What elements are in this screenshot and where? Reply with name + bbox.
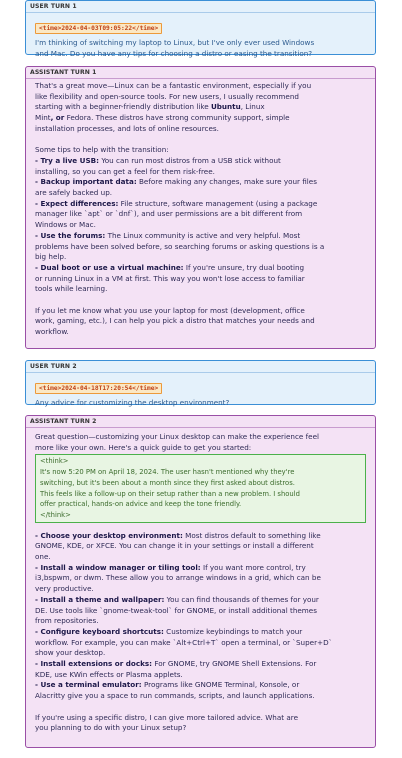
tips-list	[35, 156, 366, 295]
tip-title: - Install a theme and wallpaper:	[35, 594, 165, 604]
tip-text: You can find thousands of themes for your	[164, 594, 319, 604]
tip-line	[35, 209, 366, 220]
tip-title: - Try a live USB:	[35, 155, 100, 165]
tip-text: workflow. For example, you can make `Alt+Ctrl+T` open a terminal, or `Super+D`	[35, 637, 333, 647]
tip-item	[35, 680, 366, 691]
tip-text: tools while learning.	[35, 284, 108, 294]
tip-text: GNOME, KDE, or XFCE. You can change it in your settings or install a different	[35, 541, 314, 551]
tip-text: Before making any changes, make sure your files	[136, 177, 317, 187]
tip-item	[35, 659, 366, 670]
tip-title: - Expect differences:	[35, 198, 119, 208]
assistant-turn-1	[25, 66, 376, 349]
tip-line	[35, 274, 366, 285]
tip-item	[35, 199, 366, 210]
tip-text: or running Linux in a VM at first. This way you won't lose access to familiar	[35, 273, 305, 283]
tip-line	[35, 188, 366, 199]
tip-title: - Use a terminal emulator:	[35, 680, 142, 690]
message-line: workflow.	[35, 327, 69, 337]
tip-text: installing, so you can get a feel for them risk-free.	[35, 166, 215, 176]
tip-line	[35, 541, 366, 552]
tip-text: show your desktop.	[35, 648, 106, 658]
tip-text: are safely backed up.	[35, 188, 113, 198]
tip-line	[35, 242, 366, 253]
tip-text: If you're unsure, try dual booting	[183, 262, 305, 272]
message-line: you planning to do with your Linux setup?	[35, 723, 187, 733]
message-line: I'm thinking of switching my laptop to Linux, but I've only ever used Windows	[35, 38, 315, 47]
tip-line	[35, 167, 366, 178]
think-block	[35, 454, 366, 522]
turn-label: USER TURN 1	[26, 1, 375, 13]
tip-line	[35, 648, 366, 659]
tip-text: Most distros default to something like	[182, 530, 321, 540]
tip-item	[35, 263, 366, 274]
tip-line	[35, 670, 366, 681]
tip-text: DE. Use tools like `gnome-tweak-tool` for GNOME, or install additional themes	[35, 605, 317, 615]
tip-item	[35, 627, 366, 638]
tip-line	[35, 691, 366, 702]
tip-text: one.	[35, 552, 51, 562]
tip-line	[35, 552, 366, 563]
tips-heading: Some tips to help with the transition:	[35, 145, 169, 155]
tip-text: If you want more control, try	[200, 562, 306, 572]
assistant-turn-2	[25, 415, 376, 748]
message-line: Mint, or Fedora. These distros have strong community support, simple	[35, 113, 290, 123]
think-open-tag: <think>	[40, 457, 69, 466]
tip-line	[35, 220, 366, 231]
tip-title: - Dual boot or use a virtual machine:	[35, 262, 184, 272]
message-line: like flexibility and open-source tools. For new users, I usually recommend	[35, 91, 299, 101]
tip-title: - Backup important data:	[35, 177, 137, 187]
tip-line	[35, 606, 366, 617]
think-line: switching, but it's been about a month since they first asked about distros.	[40, 478, 295, 487]
message-line: and Mac. Do you have any tips for choosing a distro or easing the transition?	[35, 48, 313, 58]
tip-line	[35, 584, 366, 595]
tip-item	[35, 563, 366, 574]
tip-item	[35, 531, 366, 542]
message-line: Great question—customizing your Linux desktop can make the experience feel	[35, 432, 320, 441]
tip-text: Programs like GNOME Terminal, Konsole, or	[141, 680, 300, 690]
message-line: If you're using a specific distro, I can give more tailored advice. What are	[35, 712, 298, 722]
message-line: starting with a beginner-friendly distribution like Ubuntu, Linux	[35, 102, 265, 112]
tip-text: File structure, software management (using a package	[118, 198, 318, 208]
tip-text: Alacritty give you a space to run commands, scripts, and launch applications.	[35, 691, 315, 701]
tip-text: very productive.	[35, 584, 94, 594]
user-turn-1	[25, 0, 376, 58]
think-close-tag: </think>	[40, 510, 71, 519]
tip-title: - Use the forums:	[35, 230, 106, 240]
timestamp-tag: <time>2024-04-03T09:05:22</time>	[35, 23, 162, 34]
message-line: work, gaming, etc.), I can help you pick a distro that matches your needs and	[35, 316, 315, 326]
think-line: It's now 5:20 PM on April 18, 2024. The user hasn't mentioned why they're	[40, 468, 295, 477]
tip-line	[35, 252, 366, 263]
tip-text: problems have been solved before, so searching forums or asking questions is a	[35, 241, 325, 251]
turn-label: ASSISTANT TURN 1	[26, 67, 375, 79]
tip-title: - Choose your desktop environment:	[35, 530, 183, 540]
timestamp-tag: <time>2024-04-18T17:20:54</time>	[35, 383, 162, 394]
think-line: offer practical, hands-on advice and keep the tone friendly.	[40, 500, 242, 509]
tip-text: Windows or Mac.	[35, 220, 96, 230]
tip-item	[35, 177, 366, 188]
tip-text: Customize keybindings to match your	[163, 626, 303, 636]
tip-line	[35, 573, 366, 584]
tip-title: - Install a window manager or tiling tool:	[35, 562, 201, 572]
tip-text: from repositories.	[35, 616, 99, 626]
turn-label: USER TURN 2	[26, 361, 375, 373]
message-line: That's a great move—Linux can be a fantastic environment, especially if you	[35, 81, 312, 90]
message-line: installation processes, and lots of online resources.	[35, 123, 219, 133]
tip-line	[35, 284, 366, 295]
tip-line	[35, 638, 366, 649]
think-line: This feels like a follow-up on their setup rather than a new problem. I should	[40, 489, 300, 498]
message-line: If you let me know what you use your laptop for most (development, office	[35, 305, 305, 315]
tip-text: The Linux community is active and very helpful. Most	[105, 230, 301, 240]
tip-text: KDE, use KWin effects or Plasma applets.	[35, 669, 183, 679]
tip-item	[35, 156, 366, 167]
tip-text: i3,bspwm, or dwm. These allow you to arrange windows in a grid, which can be	[35, 573, 321, 583]
message-line: more like your own. Here's a quick guide to get you started:	[35, 442, 252, 452]
tip-line	[35, 616, 366, 627]
tip-text: For GNOME, try GNOME Shell Extensions. For	[152, 659, 317, 669]
tip-text: You can run most distros from a USB stick without	[99, 155, 281, 165]
user-turn-2	[25, 360, 376, 405]
tip-text: manager like `apt` or `dnf`), and user permissions are a bit different from	[35, 209, 303, 219]
tip-item	[35, 595, 366, 606]
tip-title: - Install extensions or docks:	[35, 659, 153, 669]
tips-list	[35, 531, 366, 702]
tip-item	[35, 231, 366, 242]
turn-label: ASSISTANT TURN 2	[26, 416, 375, 428]
tip-text: big help.	[35, 252, 67, 262]
tip-title: - Configure keyboard shortcuts:	[35, 626, 164, 636]
message-line: Any advice for customizing the desktop environment?	[35, 398, 230, 407]
